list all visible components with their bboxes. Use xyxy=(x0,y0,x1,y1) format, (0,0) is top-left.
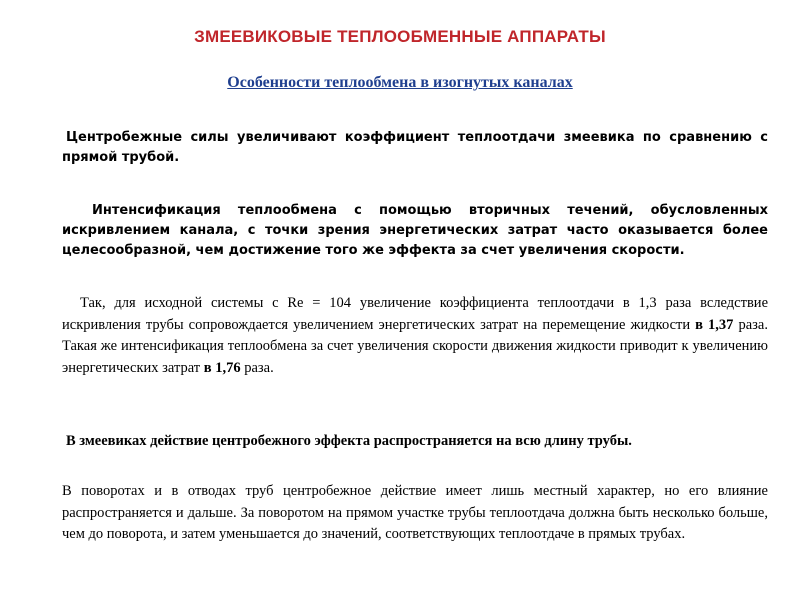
example-text-part2: раза. Такая же интенсификация теплообмена за счет увеличения скорости движения жидкости приводит к увеличению энергетических затрат xyxy=(62,316,768,376)
paragraph-centrifugal-forces: Центробежные силы увеличивают коэффициент теплоотдачи змеевика по сравнению с прямой трубой. xyxy=(62,130,768,165)
example-bold-value-2: в 1,76 xyxy=(203,359,241,376)
slide-subtitle: Особенности теплообмена в изогнутых каналах xyxy=(227,74,573,91)
example-bold-value-1: в 1,37 xyxy=(695,316,734,333)
example-text-part3: раза. xyxy=(240,359,274,376)
slide-title: ЗМЕЕВИКОВЫЕ ТЕПЛООБМЕННЫЕ АППАРАТЫ xyxy=(194,27,606,46)
paragraph-coil-effect: В змеевиках действие центробежного эффекта распространяется на всю длину трубы. xyxy=(66,433,632,449)
example-text-part1: Так, для исходной системы с Re = 104 увеличение коэффициента теплоотдачи в 1,3 раза вследствие искривления трубы сопровождается увеличением энергетических затрат на перемещение жидкости xyxy=(62,295,768,333)
paragraph-bends: В поворотах и в отводах труб центробежное действие имеет лишь местный характер, но его влияние распространяется и дальше. За поворотом на прямом участке трубы теплоотдача должна быть несколько больше, чем до поворота, и затем уменьшается до значений, соответствующих теплоотдаче в прямых трубах. xyxy=(62,483,768,543)
paragraph-intensification: Интенсификация теплообмена с помощью вторичных течений, обусловленных искривлением канала, с точки зрения энергетических затрат часто оказывается более целесообразной, чем достижение того же эффекта за счет увеличения скорости. xyxy=(62,203,768,258)
paragraph-example xyxy=(62,293,768,379)
